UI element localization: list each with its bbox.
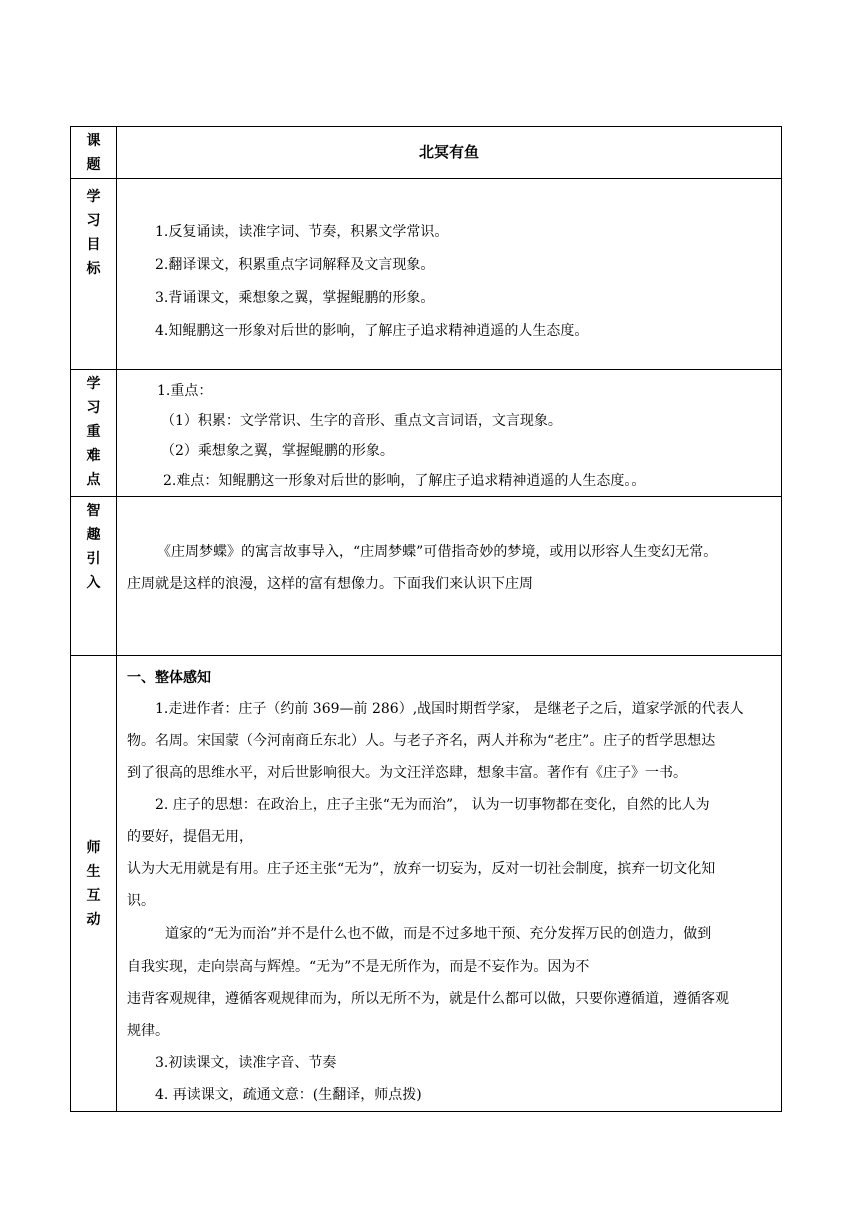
objectives-label [71, 179, 116, 281]
interaction-line: 的要好，提倡无用， [127, 829, 253, 845]
interaction-body [117, 656, 781, 1111]
lesson-title: 北冥有鱼 [418, 143, 479, 161]
label-char: 生 [86, 863, 101, 880]
label-char: 习 [86, 213, 101, 229]
intro-label-cell [71, 497, 117, 656]
interaction-line: 4. 再读课文，疏通文意：(生翻译，师点拨) [155, 1087, 422, 1103]
lesson-plan-table [70, 126, 782, 1112]
key-points-label-cell [71, 370, 117, 497]
interaction-line: 2. 庄子的思想：在政治上，庄子主张“无为而治”， 认为一切事物都在变化，自然的比人为 [155, 797, 710, 813]
objectives-label-cell [71, 179, 117, 370]
key-points-label [71, 370, 116, 492]
key-points-list [117, 370, 781, 496]
interaction-line: 自我实现，走向崇高与辉煌。“无为”不是无所作为，而是不妄作为。因为不 [127, 959, 590, 975]
label-char: 引 [86, 551, 101, 567]
interaction-line: 物。名周。宋国蒙（今河南商丘东北）人。与老子齐名，两人并称为“老庄”。庄子的哲学思想达 [127, 733, 716, 749]
label-char: 师 [86, 839, 101, 856]
label-char: 智 [86, 503, 101, 519]
objectives-cell [117, 179, 782, 370]
interaction-cell [117, 656, 782, 1112]
label-char: 习 [86, 400, 101, 416]
objective-item: 4.知鲲鹏这一形象对后世的影响，了解庄子追求精神逍遥的人生态度。 [155, 323, 589, 339]
key-point-item: （2）乘想象之翼，掌握鲲鹏的形象。 [161, 443, 394, 459]
interaction-line: 识。 [127, 893, 155, 909]
interaction-line: 3.初读课文，读准字音、节奏 [155, 1055, 337, 1071]
interaction-line: 道家的“无为而治”并不是什么也不做，而是不过多地干预、充分发挥万民的创造力，做到 [165, 926, 712, 942]
intro-row [71, 497, 782, 656]
interaction-label [71, 836, 116, 932]
key-points-row [71, 370, 782, 497]
label-char: 标 [86, 261, 101, 277]
objective-item: 3.背诵课文，乘想象之翼，掌握鲲鹏的形象。 [155, 290, 435, 306]
label-char: 题 [86, 157, 101, 173]
interaction-row [71, 656, 782, 1112]
interaction-line: 规律。 [127, 1023, 169, 1039]
label-char: 难 [86, 448, 101, 464]
label-char: 趣 [86, 527, 101, 543]
label-char: 学 [86, 189, 101, 205]
intro-text [117, 497, 781, 600]
title-label-cell [71, 127, 117, 179]
title-cell [117, 127, 782, 179]
label-char: 动 [86, 911, 101, 928]
key-point-item: （1）积累：文学常识、生字的音形、重点文言词语，文言现象。 [161, 413, 562, 429]
interaction-line: 违背客观规律，遵循客观规律而为，所以无所不为，就是什么都可以做，只要你遵循道，遵循客观 [127, 991, 729, 1007]
key-points-cell [117, 370, 782, 497]
label-char: 点 [86, 472, 101, 488]
interaction-line: 1.走进作者：庄子（约前 369—前 286）,战国时期哲学家， 是继老子之后，道家学派的代表人 [155, 701, 744, 717]
section-heading: 一、整体感知 [127, 670, 211, 686]
interaction-line: 到了很高的思维水平，对后世影响很大。为文汪洋恣肆，想象丰富。著作有《庄子》一书。 [127, 765, 687, 781]
objective-item: 2.翻译课文，积累重点字词解释及文言现象。 [155, 257, 435, 273]
intro-label [71, 497, 116, 595]
objectives-row [71, 179, 782, 370]
objective-item: 1.反复诵读，读准字词、节奏，积累文学常识。 [155, 224, 449, 240]
label-char: 入 [86, 575, 101, 591]
label-char: 重 [86, 424, 101, 440]
objectives-list [117, 179, 781, 348]
intro-line: 《庄周梦蝶》的寓言故事导入，“庄周梦蝶”可借指奇妙的梦境，或用以形容人生变幻无常。 [157, 544, 718, 560]
label-char: 目 [86, 237, 101, 253]
key-point-item: 1.重点： [157, 383, 213, 399]
intro-cell [117, 497, 782, 656]
title-label [71, 127, 116, 177]
interaction-line: 认为大无用就是有用。庄子还主张“无为”，放弃一切妄为，反对一切社会制度，摈弃一切文化知 [127, 861, 716, 877]
title-row [71, 127, 782, 179]
label-char: 学 [86, 376, 101, 392]
interaction-label-cell [71, 656, 117, 1112]
intro-line: 庄周就是这样的浪漫，这样的富有想像力。下面我们来认识下庄周 [127, 576, 533, 592]
key-point-item: 2.难点：知鲲鹏这一形象对后世的影响，了解庄子追求精神逍遥的人生态度。。 [163, 473, 646, 489]
label-char: 课 [86, 133, 101, 149]
label-char: 互 [86, 887, 101, 904]
